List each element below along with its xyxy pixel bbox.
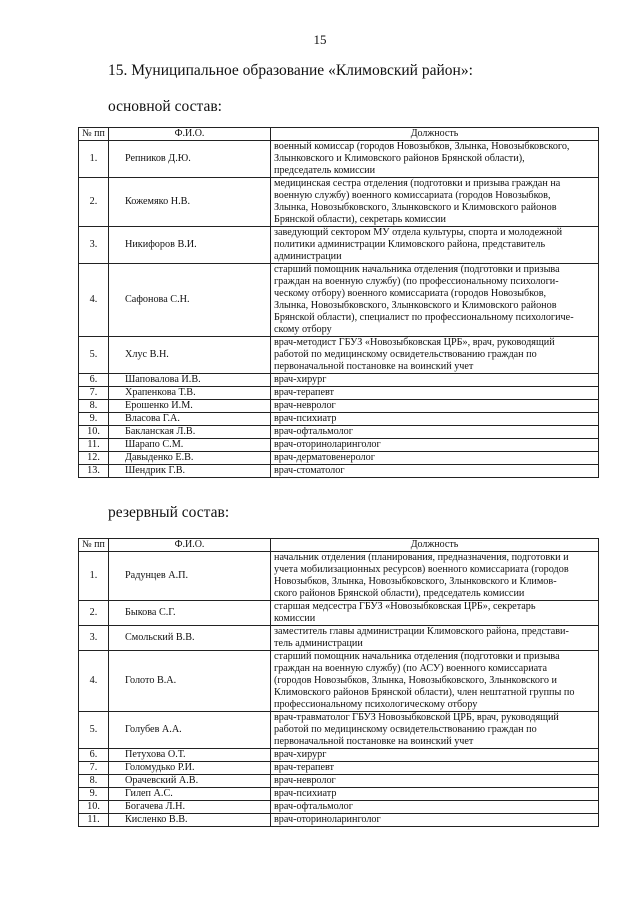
header-row [79,539,599,552]
page-number: 15 [313,32,327,47]
member-position [271,400,599,413]
main-composition-label: основной состав: [108,98,222,115]
position-line: комиссии [274,613,316,624]
member-name: Власова Г.А. [109,413,271,426]
position-line: военный комиссар (городов Новозыбков, Злынка, Новозыбковского, [274,141,570,152]
member-position [271,452,599,465]
position-line: заместитель главы администрации Климовского района, представи- [274,626,569,637]
position-line: первоначальной постановке на воинский учет [274,361,474,372]
position-line: врач-офтальмолог [274,801,353,812]
row-number: 13. [79,465,109,478]
position-line: граждан на военную службу) (по АСУ) военного комиссариата [274,663,548,674]
row-number: 4. [79,264,109,337]
member-name: Радунцев А.П. [109,552,271,601]
row-number: 7. [79,387,109,400]
member-position [271,762,599,775]
member-position [271,814,599,827]
position-line: военную службу) военного комиссариата (городов Новозыбков, [274,190,551,201]
header-row [79,128,599,141]
member-position [271,749,599,762]
table-row [79,601,599,626]
position-line: врач-стоматолог [274,465,345,476]
position-line: врач-травматолог ГБУЗ Новозыбковской ЦРБ, врач, руководящий [274,712,559,723]
member-name: Кожемяко Н.В. [109,178,271,227]
member-name: Гилеп А.С. [109,788,271,801]
table-row [79,814,599,827]
member-position [271,413,599,426]
main-composition-table [78,127,599,478]
position-line: врач-невролог [274,775,336,786]
row-number: 1. [79,141,109,178]
reserve-composition-table [78,538,599,827]
position-line: ского районов Брянской области), председатель комиссии [274,588,525,599]
row-number: 9. [79,788,109,801]
table-row [79,439,599,452]
member-position [271,651,599,712]
member-position [271,439,599,452]
table-row [79,762,599,775]
position-line: Новозыбков, Злынка, Новозыбковского, Злынковского и Климов- [274,576,557,587]
member-name: Орачевский А.В. [109,775,271,788]
position-line: Брянской области), секретарь комиссии [274,214,446,225]
table-row [79,788,599,801]
member-name: Давыденко Е.В. [109,452,271,465]
position-line: Брянской области), специалист по профессиональному психологиче- [274,312,574,323]
column-header-fio: Ф.И.О. [109,128,271,141]
position-line: (городов Новозыбков, Злынка, Новозыбковского, Злынковского и [274,675,557,686]
table-row [79,452,599,465]
position-line: врач-психиатр [274,788,337,799]
member-name: Репников Д.Ю. [109,141,271,178]
column-header-num: № пп [79,539,109,552]
position-line: врач-хирург [274,749,327,760]
member-position [271,264,599,337]
member-position [271,552,599,601]
table-row [79,651,599,712]
member-name: Шаповалова И.В. [109,374,271,387]
member-position [271,626,599,651]
member-name: Бакланская Л.В. [109,426,271,439]
row-number: 5. [79,337,109,374]
position-line: Злынка, Новозыбковского, Злынковского и Климовского районов [274,300,557,311]
member-position [271,788,599,801]
row-number: 3. [79,227,109,264]
row-number: 4. [79,651,109,712]
position-line: врач-методист ГБУЗ «Новозыбковская ЦРБ», врач, руководящий [274,337,555,348]
member-name: Шарапо С.М. [109,439,271,452]
position-line: врач-дерматовенеролог [274,452,375,463]
row-number: 8. [79,400,109,413]
table-row [79,264,599,337]
member-position [271,141,599,178]
member-name: Хлус В.Н. [109,337,271,374]
table-row [79,775,599,788]
row-number: 11. [79,439,109,452]
member-name: Смольский В.В. [109,626,271,651]
member-position [271,227,599,264]
member-name: Голомудько Р.И. [109,762,271,775]
position-line: работой по медицинскому освидетельствованию граждан по [274,349,537,360]
table-row [79,626,599,651]
row-number: 12. [79,452,109,465]
member-position [271,337,599,374]
position-line: врач-оториноларинголог [274,439,381,450]
table-row [79,400,599,413]
row-number: 7. [79,762,109,775]
position-line: заведующий сектором МУ отдела культуры, спорта и молодежной [274,227,563,238]
table-row [79,227,599,264]
member-name: Шендрик Г.В. [109,465,271,478]
column-header-fio: Ф.И.О. [109,539,271,552]
position-line: врач-офтальмолог [274,426,353,437]
member-name: Быкова С.Г. [109,601,271,626]
member-position [271,178,599,227]
member-name: Сафонова С.Н. [109,264,271,337]
position-line: скому отбору [274,324,332,335]
table-row [79,426,599,439]
table-row [79,337,599,374]
member-name: Кисленко В.В. [109,814,271,827]
row-number: 6. [79,374,109,387]
table-row [79,413,599,426]
position-line: профессиональному психологическому отбору [274,699,478,710]
position-line: врач-невролог [274,400,336,411]
member-position [271,775,599,788]
position-line: начальник отделения (планирования, предназначения, подготовки и [274,552,569,563]
table-row [79,141,599,178]
position-line: учета мобилизационных ресурсов) военного комиссариата (городов [274,564,569,575]
member-name: Богачева Л.Н. [109,801,271,814]
position-line: работой по медицинскому освидетельствованию граждан по [274,724,537,735]
reserve-composition-label: резервный состав: [108,504,230,521]
row-number: 2. [79,601,109,626]
position-line: старший помощник начальника отделения (подготовки и призыва [274,264,560,275]
member-position [271,465,599,478]
position-line: ческому отбору) военного комиссариата (городов Новозыбков, [274,288,547,299]
table-row [79,552,599,601]
position-line: граждан на военную службу) (по профессиональному психологи- [274,276,559,287]
table-row [79,801,599,814]
table-row [79,374,599,387]
row-number: 5. [79,712,109,749]
row-number: 11. [79,814,109,827]
position-line: администрации [274,251,342,262]
column-header-num: № пп [79,128,109,141]
column-header-position: Должность [271,128,599,141]
position-line: Злынковского и Климовского районов Брянской области), [274,153,525,164]
position-line: старший помощник начальника отделения (подготовки и призыва [274,651,560,662]
section-heading: 15. Муниципальное образование «Климовский район»: [108,62,473,79]
member-position [271,801,599,814]
member-name: Ерошенко И.М. [109,400,271,413]
column-header-position: Должность [271,539,599,552]
position-line: врач-психиатр [274,413,337,424]
row-number: 3. [79,626,109,651]
position-line: медицинская сестра отделения (подготовки и призыва граждан на [274,178,561,189]
row-number: 1. [79,552,109,601]
position-line: политики администрации Климовского района, представитель [274,239,546,250]
member-position [271,426,599,439]
row-number: 2. [79,178,109,227]
position-line: врач-терапевт [274,762,334,773]
position-line: Климовского районов Брянской области), член нештатной группы по [274,687,575,698]
position-line: первоначальной постановке на воинский учет [274,736,474,747]
member-name: Никифоров В.И. [109,227,271,264]
member-position [271,374,599,387]
member-name: Голото В.А. [109,651,271,712]
row-number: 10. [79,801,109,814]
position-line: врач-хирург [274,374,327,385]
position-line: старшая медсестра ГБУЗ «Новозыбковская ЦРБ», секретарь [274,601,536,612]
position-line: тель администрации [274,638,363,649]
table-row [79,465,599,478]
member-name: Петухова О.Т. [109,749,271,762]
position-line: врач-терапевт [274,387,334,398]
row-number: 6. [79,749,109,762]
position-line: врач-оториноларинголог [274,814,381,825]
table-row [79,178,599,227]
row-number: 8. [79,775,109,788]
member-position [271,387,599,400]
member-name: Голубев А.А. [109,712,271,749]
position-line: председатель комиссии [274,165,376,176]
member-name: Храпенкова Т.В. [109,387,271,400]
table-row [79,387,599,400]
table-row [79,749,599,762]
row-number: 9. [79,413,109,426]
member-position [271,601,599,626]
member-position [271,712,599,749]
row-number: 10. [79,426,109,439]
position-line: Злынка, Новозыбковского, Злынковского и Климовского районов [274,202,557,213]
table-row [79,712,599,749]
